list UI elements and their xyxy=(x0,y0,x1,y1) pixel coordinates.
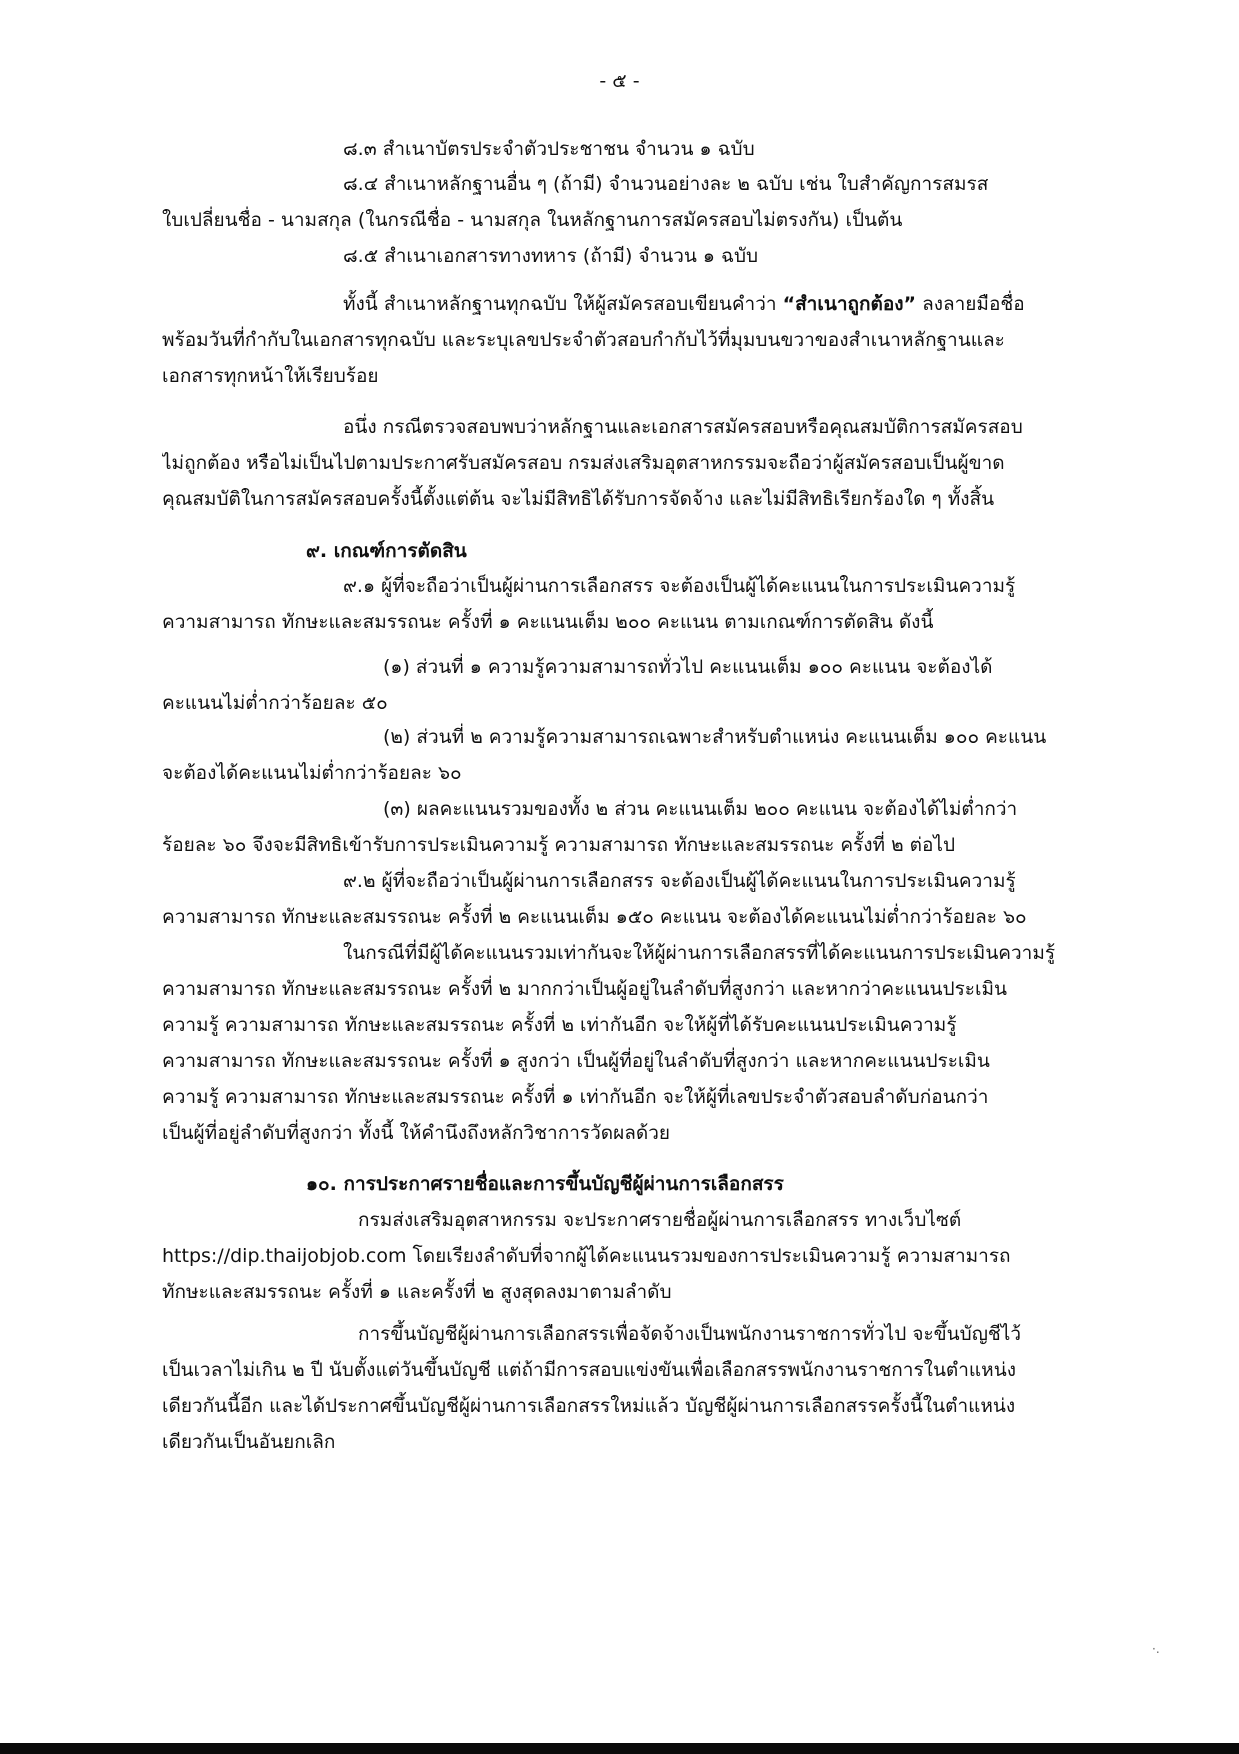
invalid-note-line-1: อนึ่ง กรณีตรวจสอบพบว่าหลักฐานและเอกสารสมัครสอบหรือคุณสมบัติการสมัครสอบ xyxy=(343,416,1023,438)
section-10-line: เป็นเวลาไม่เกิน ๒ ปี นับตั้งแต่วันขึ้นบัญชี แต่ถ้ามีการสอบแข่งขันเพื่อเลือกสรรพนักงานราชการในตำแหน่ง xyxy=(162,1359,1016,1381)
section-9-line: ความสามารถ ทักษะและสมรรถนะ ครั้งที่ ๑ สูงกว่า เป็นผู้ที่อยู่ในลำดับที่สูงกว่า และหากคะแนนประเมิน xyxy=(162,1050,990,1072)
copies-note-line-2: พร้อมวันที่กำกับในเอกสารทุกฉบับ และระบุเลขประจำตัวสอบกำกับไว้ที่มุมบนขวาของสำเนาหลักฐานและ xyxy=(162,329,1005,351)
item-8-4: ๘.๔ สำเนาหลักฐานอื่น ๆ (ถ้ามี) จำนวนอย่างละ ๒ ฉบับ เช่น ใบสำคัญการสมรส xyxy=(343,173,989,195)
section-9-line: ความสามารถ ทักษะและสมรรถนะ ครั้งที่ ๒ มากกว่าเป็นผู้อยู่ในลำดับที่สูงกว่า และหากว่าคะแนนประเมิน xyxy=(162,978,1007,1000)
section-10-line: กรมส่งเสริมอุตสาหกรรม จะประกาศรายชื่อผู้ผ่านการเลือกสรร ทางเว็บไซต์ xyxy=(358,1209,962,1231)
section-9-line: (๓) ผลคะแนนรวมของทั้ง ๒ ส่วน คะแนนเต็ม ๒๐๐ คะแนน จะต้องได้ไม่ต่ำกว่า xyxy=(383,798,1018,820)
section-9-line: ๙.๑ ผู้ที่จะถือว่าเป็นผู้ผ่านการเลือกสรร จะต้องเป็นผู้ได้คะแนนในการประเมินความรู้ xyxy=(343,575,1016,597)
section-10-line-url: https://dip.thaijobjob.com โดยเรียงลำดับที่จากผู้ได้คะแนนรวมของการประเมินความรู้ ความสามารถ xyxy=(162,1245,1011,1267)
section-10-line: ทักษะและสมรรถนะ ครั้งที่ ๑ และครั้งที่ ๒ สูงสุดลงมาตามลำดับ xyxy=(162,1281,672,1303)
section-9-line: ความรู้ ความสามารถ ทักษะและสมรรถนะ ครั้งที่ ๑ เท่ากันอีก จะให้ผู้ที่เลขประจำตัวสอบลำดับก่อนกว่า xyxy=(162,1086,989,1108)
copies-note-text-b: ลงลายมือชื่อ xyxy=(916,293,1025,315)
section-9-line: ความสามารถ ทักษะและสมรรถนะ ครั้งที่ ๑ คะแนนเต็ม ๒๐๐ คะแนน ตามเกณฑ์การตัดสิน ดังนี้ xyxy=(162,611,934,633)
section-10-line: เดียวกันนี้อีก และได้ประกาศขึ้นบัญชีผู้ผ่านการเลือกสรรใหม่แล้ว บัญชีผู้ผ่านการเลือกสรรครั้งนี้ในตำแหน่ง xyxy=(162,1395,1016,1417)
invalid-note-line-3: คุณสมบัติในการสมัครสอบครั้งนี้ตั้งแต่ต้น จะไม่มีสิทธิได้รับการจัดจ้าง และไม่มีสิทธิเรียกร้องใด ๆ ทั้งสิ้น xyxy=(162,488,995,510)
page-number: - ๕ - xyxy=(599,70,640,92)
scan-speck: ·. xyxy=(1152,1642,1160,1656)
copies-note-line-3: เอกสารทุกหน้าให้เรียบร้อย xyxy=(162,365,379,387)
section-9-line: คะแนนไม่ต่ำกว่าร้อยละ ๕๐ xyxy=(162,692,388,714)
section-9-line: ในกรณีที่มีผู้ได้คะแนนรวมเท่ากันจะให้ผู้ผ่านการเลือกสรรที่ได้คะแนนการประเมินความรู้ xyxy=(343,942,1056,964)
copies-note-line-1 xyxy=(343,289,1025,319)
section-9-line: (๑) ส่วนที่ ๑ ความรู้ความสามารถทั่วไป คะแนนเต็ม ๑๐๐ คะแนน จะต้องได้ xyxy=(383,656,993,678)
section-9-line: ความสามารถ ทักษะและสมรรถนะ ครั้งที่ ๒ คะแนนเต็ม ๑๕๐ คะแนน จะต้องได้คะแนนไม่ต่ำกว่าร้อยละ ๖๐ xyxy=(162,906,1027,928)
copies-note-text-a: ทั้งนี้ สำเนาหลักฐานทุกฉบับ ให้ผู้สมัครสอบเขียนคำว่า xyxy=(343,293,783,315)
copies-note-emphasis: “สำเนาถูกต้อง” xyxy=(782,293,917,315)
section-9-line: (๒) ส่วนที่ ๒ ความรู้ความสามารถเฉพาะสำหรับตำแหน่ง คะแนนเต็ม ๑๐๐ คะแนน xyxy=(383,726,1047,748)
section-9-line: จะต้องได้คะแนนไม่ต่ำกว่าร้อยละ ๖๐ xyxy=(162,762,462,784)
item-8-4-cont: ใบเปลี่ยนชื่อ - นามสกุล (ในกรณีชื่อ - นามสกุล ในหลักฐานการสมัครสอบไม่ตรงกัน) เป็นต้น xyxy=(162,209,903,231)
section-9-line: ร้อยละ ๖๐ จึงจะมีสิทธิเข้ารับการประเมินความรู้ ความสามารถ ทักษะและสมรรถนะ ครั้งที่ ๒ ต่อไป xyxy=(162,834,955,856)
item-8-3: ๘.๓ สำเนาบัตรประจำตัวประชาชน จำนวน ๑ ฉบับ xyxy=(343,138,755,160)
invalid-note-line-2: ไม่ถูกต้อง หรือไม่เป็นไปตามประกาศรับสมัครสอบ กรมส่งเสริมอุตสาหกรรมจะถือว่าผู้สมัครสอบเป็นผู้ขาด xyxy=(162,452,1005,474)
item-8-5: ๘.๕ สำเนาเอกสารทางทหาร (ถ้ามี) จำนวน ๑ ฉบับ xyxy=(343,245,759,267)
section-10-line: เดียวกันเป็นอันยกเลิก xyxy=(162,1431,336,1453)
section-9-line: เป็นผู้ที่อยู่ลำดับที่สูงกว่า ทั้งนี้ ให้คำนึงถึงหลักวิชาการวัดผลด้วย xyxy=(162,1122,670,1144)
section-10-line: การขึ้นบัญชีผู้ผ่านการเลือกสรรเพื่อจัดจ้างเป็นพนักงานราชการทั่วไป จะขึ้นบัญชีไว้ xyxy=(358,1323,1022,1345)
section-9-line: ความรู้ ความสามารถ ทักษะและสมรรถนะ ครั้งที่ ๒ เท่ากันอีก จะให้ผู้ที่ได้รับคะแนนประเมินความรู้ xyxy=(162,1014,957,1036)
section-9-line: ๙.๒ ผู้ที่จะถือว่าเป็นผู้ผ่านการเลือกสรร จะต้องเป็นผู้ได้คะแนนในการประเมินความรู้ xyxy=(343,870,1016,892)
section-9-heading: ๙. เกณฑ์การตัดสิน xyxy=(306,540,467,562)
scan-bottom-border xyxy=(0,1743,1239,1754)
section-10-heading: ๑๐. การประกาศรายชื่อและการขึ้นบัญชีผู้ผ่านการเลือกสรร xyxy=(306,1173,784,1195)
